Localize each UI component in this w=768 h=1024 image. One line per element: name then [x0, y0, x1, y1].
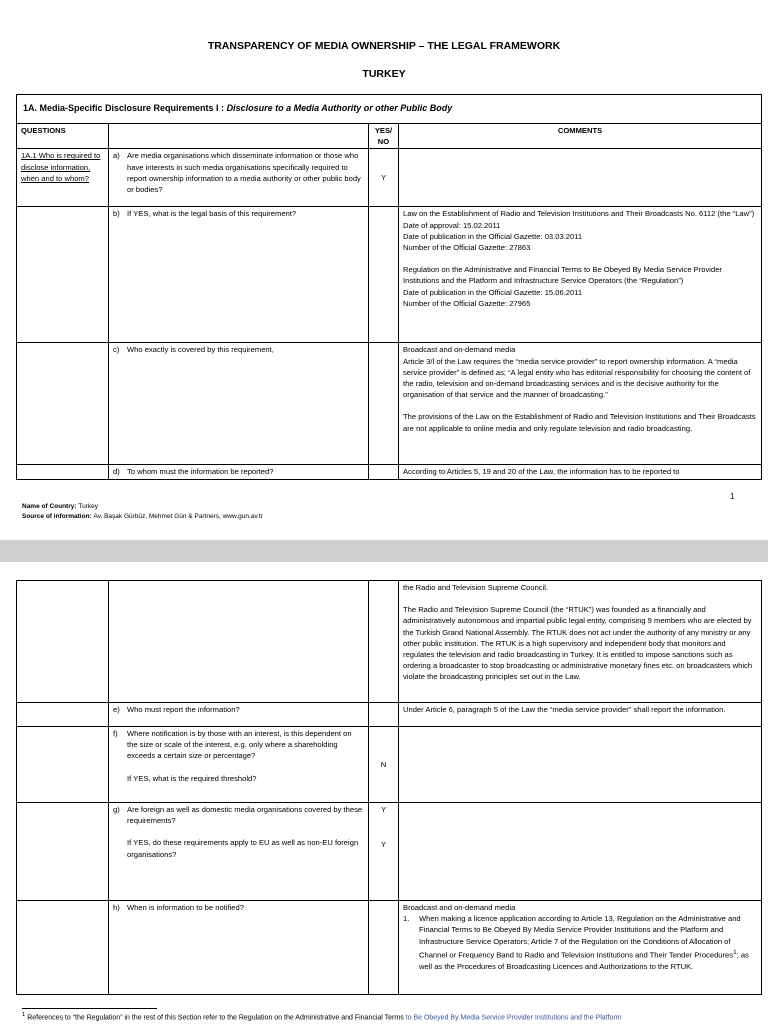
source-note: Source of information: Av. Başak Gürbüz, Mehmet Gün & Partners, www.gun.av.tr — [22, 513, 263, 520]
question-b: b) If YES, what is the legal basis of this requirement? — [109, 207, 369, 343]
yesno-header: YES/ NO — [369, 124, 399, 149]
section-title-row — [17, 95, 762, 124]
row-h — [17, 901, 762, 995]
question-c: c) Who exactly is covered by this requirement, — [109, 343, 369, 465]
question-e: e) Who must report the information? — [109, 703, 369, 727]
comment-e: Under Article 6, paragraph 5 of the Law the “media service provider” shall report the information. — [399, 703, 762, 727]
answer-f: N — [369, 727, 399, 803]
row-c — [17, 343, 762, 465]
answer-g-domestic: Y — [380, 805, 387, 814]
comment-f — [399, 727, 762, 803]
row-g — [17, 803, 762, 901]
comment-d-continued: the Radio and Television Supreme Council. The Radio and Television Supreme Council (the “RTUK”) was founded as a financially and administratively autonomous and impartial public legal entity, comprising 9 members who are elected by the Turkish Grand National Assembly. The RTUK does not act under the authority of any ministry or any other public institution. The RTUK is a high supervisory and independent body that monitors and regulates the television and radio broadcasting in Turkey. It is entitled to impose sanctions such as ordering a broadcaster to stop broadcasting or administrative monetary fines etc. on broadcasters which violate the broadcasting principles set out in the Law. — [399, 581, 762, 703]
comment-h: Broadcast and on-demand media 1. When making a licence application according to Article 13, Regulation on the Administrative and Financial Terms to Be Obeyed By Media Service Provider Institutions and the Platform and Infrastructure Service Operators; Article 7 of the Regulation on the Conditions of Allocation of Channel or Frequency Band to Radio and Television Institutions and Their Tender Procedures$^1$; as well as the Procedures of Broadcasting Licences and Authorizations to the RTUK. — [399, 901, 762, 995]
empty-header — [109, 124, 369, 149]
comment-g — [399, 803, 762, 901]
row-b — [17, 207, 762, 343]
section-title: 1A. Media-Specific Disclosure Requirements I : Disclosure to a Media Authority or other Public Body — [17, 95, 762, 124]
document-title: TRANSPARENCY OF MEDIA OWNERSHIP – THE LEGAL FRAMEWORK — [207, 40, 561, 52]
row-e — [17, 703, 762, 727]
page-separator — [0, 540, 768, 562]
comment-c: Broadcast and on-demand media Article 3/l of the Law requires the “media service provider” to report ownership information. A “media service provider” is defined as; “A legal entity who has editorial responsibility for choosing the content of the radio, television and on-demand broadcasting services and is the decisive authority for the organisation of that service and the manner of broadcasting.” The provisions of the Law on the Establishment of Radio and Television Institutions and Their Broadcasts are not applicable to online media and only regulate television and radio broadcasting. — [399, 343, 762, 465]
question-group-label: 1A.1 Who is required to disclose information, when and to whom? — [17, 149, 109, 207]
question-g: g) Are foreign as well as domestic media organisations covered by these requirements? If YES, do these requirements apply to EU as well as non-EU foreign organisations? — [109, 803, 369, 901]
answer-g-eu: Y — [380, 840, 387, 850]
header-row — [17, 124, 762, 149]
disclosure-table-page-1 — [16, 94, 762, 480]
question-f: f) Where notification is by those with an interest, is this dependent on the size or scale of the interest, e.g. only where a shareholding exceeds a certain size or percentage? If YES, what is the required threshold? — [109, 727, 369, 803]
footnote: $^1$ References to “the Regulation” in the rest of this Section refer to the Regulation on the Administrative and Financial Terms to Be Obeyed By Media Service Provider Institutions and the Platform — [22, 1012, 622, 1022]
row-d — [17, 465, 762, 479]
row-a — [17, 149, 762, 207]
comment-d: According to Articles 5, 19 and 20 of the Law, the information has to be reported to — [399, 465, 762, 479]
footnote-rule — [22, 1008, 157, 1009]
country-note: Name of Country: Turkey — [22, 503, 98, 510]
country-title: TURKEY — [362, 68, 406, 80]
answer-a: Y — [369, 149, 399, 207]
answer-g — [369, 803, 399, 901]
row-f — [17, 727, 762, 803]
questions-header: QUESTIONS — [17, 124, 109, 149]
question-a: a) Are media organisations which disseminate information or those who have interests in such media organisations specifically required to report ownership information to a media authority or other public body or bodies? — [109, 149, 369, 207]
disclosure-table-page-2 — [16, 580, 762, 995]
comment-a — [399, 149, 762, 207]
page-number: 1 — [730, 492, 735, 501]
question-d: d) To whom must the information be reported? — [109, 465, 369, 479]
comments-header: COMMENTS — [399, 124, 762, 149]
question-h: h) When is information to be notified? — [109, 901, 369, 995]
row-d-continued — [17, 581, 762, 703]
comment-b: Law on the Establishment of Radio and Television Institutions and Their Broadcasts No. 6112 (the “Law”) Date of approval: 15.02.2011 Date of publication in the Official Gazette: 03.03.2011 Number of the Official Gazette: 27863 Regulation on the Administrative and Financial Terms to Be Obeyed By Media Service Provider Institutions and the Platform and Infrastructure Service Operators (the “Regulation”) Date of publication in the Official Gazette: 15.06.2011 Number of the Official Gazette: 27965 — [399, 207, 762, 343]
